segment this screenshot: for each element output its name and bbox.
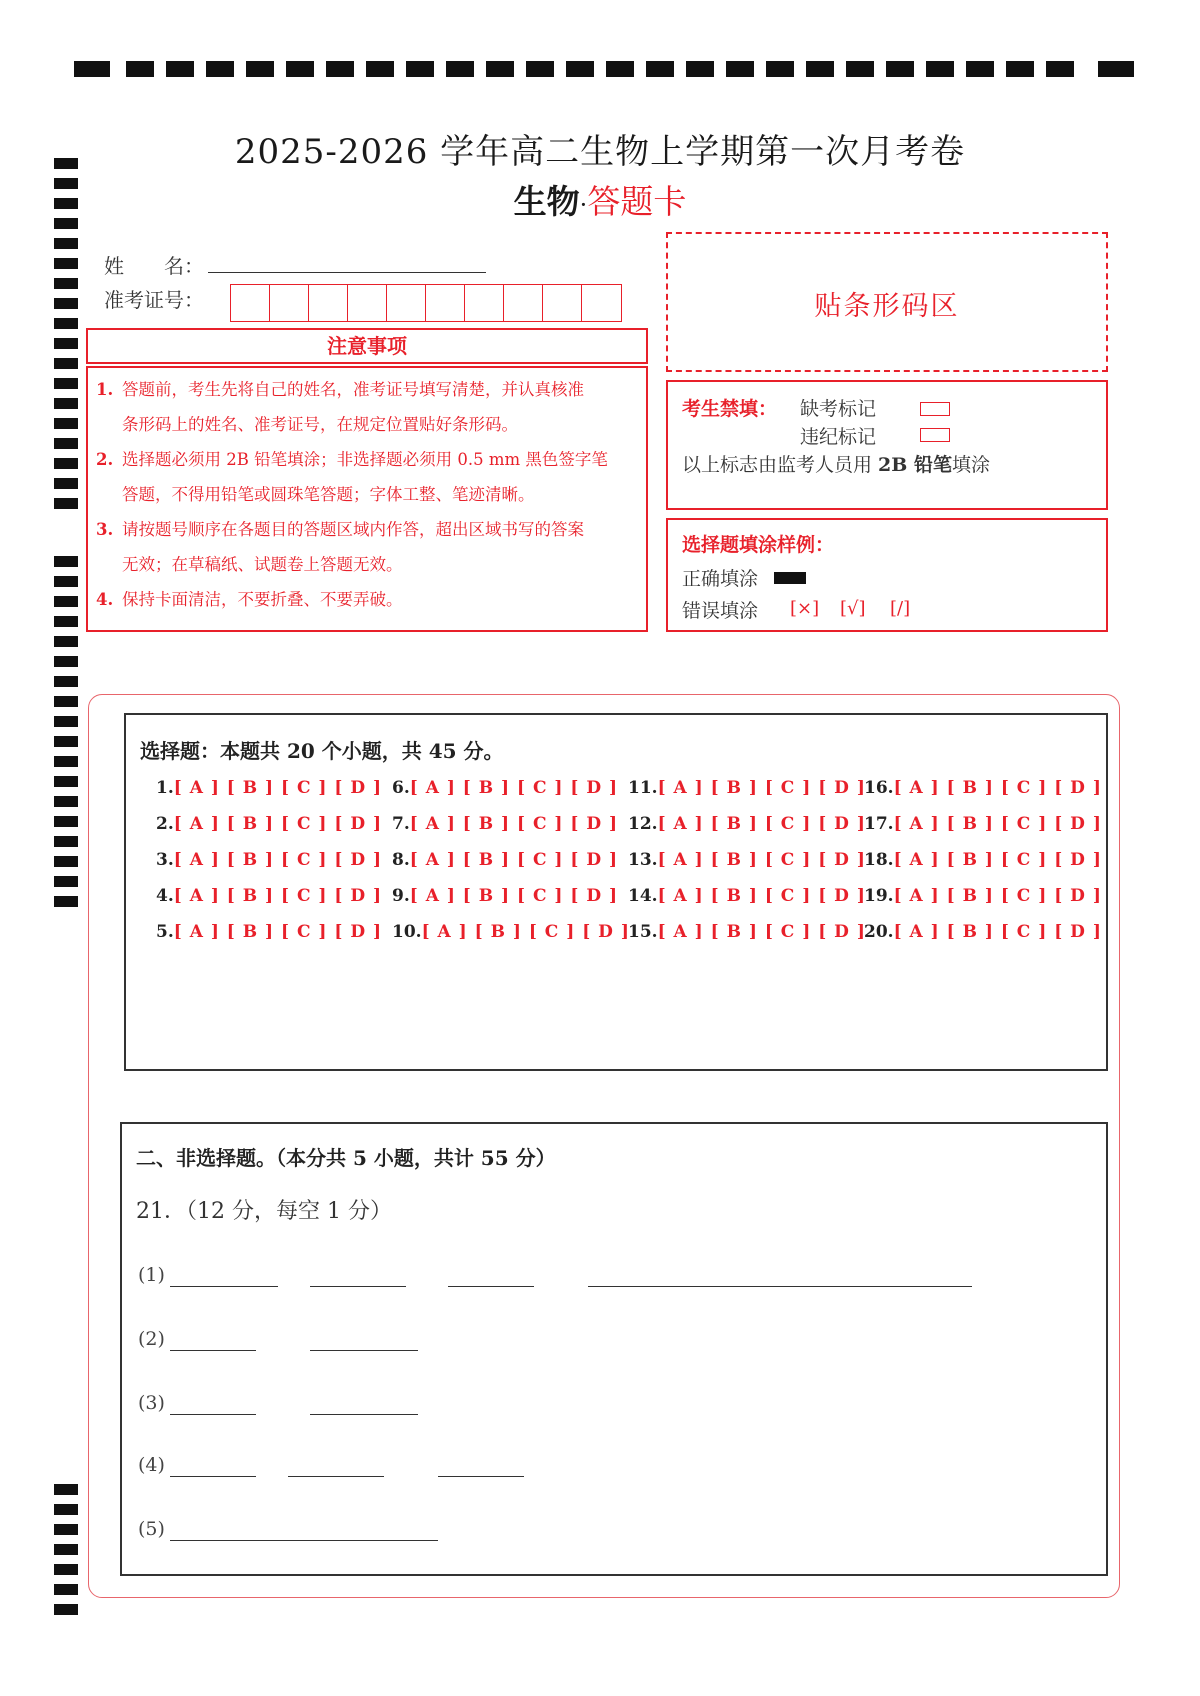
free-response-box [120,1122,1108,1576]
answer-blank[interactable] [448,1286,534,1287]
fill-sample-box [666,518,1108,632]
mc-question-number: 17. [864,814,894,834]
barcode-area [666,232,1108,372]
mc-options[interactable]: [ A ] [ B ] [ C ] [ D ] [657,778,866,798]
mc-question-row[interactable] [156,922,382,942]
sample-title: 选择题填涂样例： [682,534,835,556]
name-field[interactable] [208,272,486,273]
mc-question-number: 3. [156,850,174,870]
mc-options[interactable]: [ A ] [ B ] [ C ] [ D ] [421,922,630,942]
part-5-label: (5) [138,1518,165,1540]
mc-options[interactable]: [ A ] [ B ] [ C ] [ D ] [893,814,1102,834]
mc-question-row[interactable] [392,886,618,906]
mc-options[interactable]: [ A ] [ B ] [ C ] [ D ] [409,778,619,798]
mc-options[interactable]: [ A ] [ B ] [ C ] [ D ] [409,850,619,870]
id-digit-box[interactable] [348,285,387,321]
answer-blank[interactable] [170,1476,256,1477]
mc-question-number: 7. [392,814,410,834]
mc-question-number: 13. [628,850,658,870]
mc-options[interactable]: [ A ] [ B ] [ C ] [ D ] [173,922,383,942]
notice-box [86,366,648,632]
mc-question-row[interactable] [156,814,382,834]
mc-question-row[interactable] [392,850,618,870]
answer-blank[interactable] [310,1286,406,1287]
mc-question-number: 16. [864,778,894,798]
mc-question-number: 9. [392,886,410,906]
answer-card-label: 答题卡 [587,182,687,221]
mc-question-number: 11. [628,778,658,798]
mc-options[interactable]: [ A ] [ B ] [ C ] [ D ] [173,814,383,834]
separator-dot: · [579,191,588,219]
mc-question-row[interactable] [628,886,866,906]
mc-question-number: 20. [864,922,894,942]
id-digit-box[interactable] [309,285,348,321]
mc-options[interactable]: [ A ] [ B ] [ C ] [ D ] [657,814,866,834]
correct-fill-mark [774,572,806,584]
card-subtitle [0,176,1200,223]
top-timing-marks [74,58,1134,80]
notice-item: 4. 保持卡面清洁，不要折叠、不要弄破。 [96,590,403,609]
name-label: 姓 名： [104,254,204,278]
answer-blank[interactable] [170,1350,256,1351]
mc-question-number: 8. [392,850,410,870]
answer-blank[interactable] [588,1286,972,1287]
part-1-label: (1) [138,1264,165,1286]
mc-question-row[interactable] [628,778,866,798]
mc-options[interactable]: [ A ] [ B ] [ C ] [ D ] [893,778,1102,798]
mc-options[interactable]: [ A ] [ B ] [ C ] [ D ] [173,886,383,906]
mc-question-number: 4. [156,886,174,906]
answer-blank[interactable] [438,1476,524,1477]
correct-fill-label: 正确填涂 [682,568,759,590]
exam-title: 2025-2026 学年高二生物上学期第一次月考卷 [234,132,966,172]
mc-question-row[interactable] [864,814,1102,834]
mc-question-number: 15. [628,922,658,942]
mc-question-row[interactable] [864,922,1102,942]
answer-blank[interactable] [170,1414,256,1415]
mc-question-number: 6. [392,778,410,798]
mc-options[interactable]: [ A ] [ B ] [ C ] [ D ] [657,886,866,906]
subject-label: 生物 [513,182,580,221]
wrong-mark-check: [√] [840,598,866,619]
mc-options[interactable]: [ A ] [ B ] [ C ] [ D ] [173,778,383,798]
wrong-mark-slash: [/] [890,598,911,619]
mc-options[interactable]: [ A ] [ B ] [ C ] [ D ] [893,922,1102,942]
mc-options[interactable]: [ A ] [ B ] [ C ] [ D ] [657,922,866,942]
notice-item: 2. 选择题必须用 2B 铅笔填涂；非选择题必须用 0.5 mm 黑色签字笔 答题，不得用铅笔或圆珠笔答题；字体工整、笔迹清晰。 [96,450,608,504]
wrong-fill-label: 错误填涂 [682,600,759,622]
absent-label: 缺考标记 [800,398,877,420]
id-digit-box[interactable] [426,285,465,321]
mc-question-row[interactable] [864,778,1102,798]
id-digit-box[interactable] [231,285,270,321]
notice-item: 1. 答题前，考生先将自己的姓名，准考证号填写清楚，并认真核准 条形码上的姓名、准考证号，在规定位置贴好条形码。 [96,380,584,434]
part-3-label: (3) [138,1392,165,1414]
mc-options[interactable]: [ A ] [ B ] [ C ] [ D ] [173,850,383,870]
mc-question-row[interactable] [628,922,866,942]
mc-options[interactable]: [ A ] [ B ] [ C ] [ D ] [893,886,1102,906]
violation-label: 违纪标记 [800,426,877,448]
mc-question-row[interactable] [864,886,1102,906]
mc-question-row[interactable] [156,886,382,906]
id-digit-box[interactable] [270,285,309,321]
id-digit-box[interactable] [543,285,582,321]
violation-mark-box[interactable] [920,428,950,442]
barcode-label: 贴条形码区 [814,291,960,322]
mc-title: 选择题：本题共 20 个小题，共 45 分。 [140,739,504,763]
id-digit-box[interactable] [582,285,621,321]
mc-question-number: 5. [156,922,174,942]
part-4-label: (4) [138,1454,165,1476]
mc-question-number: 10. [392,922,422,942]
mc-question-number: 12. [628,814,658,834]
mc-question-row[interactable] [392,922,630,942]
id-digit-box[interactable] [465,285,504,321]
answer-blank[interactable] [288,1476,384,1477]
answer-blank[interactable] [310,1414,418,1415]
examiner-title: 考生禁填： [682,398,778,420]
examiner-note: 以上标志由监考人员用 2B 铅笔填涂 [682,454,990,476]
exam-id-label: 准考证号： [104,288,204,312]
question-21-header: 21．（12 分，每空 1 分） [136,1199,392,1224]
mc-question-row[interactable] [392,814,618,834]
mc-question-row[interactable] [628,850,866,870]
mc-question-row[interactable] [392,778,618,798]
mc-question-number: 18. [864,850,894,870]
part-2-label: (2) [138,1328,165,1350]
mc-question-number: 19. [864,886,894,906]
id-digit-box[interactable] [387,285,426,321]
mc-question-row[interactable] [864,850,1102,870]
mc-question-number: 14. [628,886,658,906]
answer-blank[interactable] [310,1350,418,1351]
wrong-mark-x: [×] [790,598,820,619]
notice-title: 注意事项 [86,328,648,364]
id-digit-box[interactable] [504,285,543,321]
free-title: 二、非选择题。（本分共 5 小题，共计 55 分） [136,1146,556,1170]
examiner-box [666,380,1108,510]
mc-question-number: 2. [156,814,174,834]
mc-question-number: 1. [156,778,174,798]
exam-id-boxes[interactable] [230,284,622,322]
mc-options[interactable]: [ A ] [ B ] [ C ] [ D ] [409,886,619,906]
notice-item: 3. 请按题号顺序在各题目的答题区域内作答，超出区域书写的答案 无效；在草稿纸、试题卷上答题无效。 [96,520,584,574]
mc-question-row[interactable] [156,778,382,798]
mc-question-row[interactable] [628,814,866,834]
absent-mark-box[interactable] [920,402,950,416]
mc-options[interactable]: [ A ] [ B ] [ C ] [ D ] [409,814,619,834]
mc-options[interactable]: [ A ] [ B ] [ C ] [ D ] [657,850,866,870]
answer-blank[interactable] [170,1540,438,1541]
mc-question-row[interactable] [156,850,382,870]
mc-options[interactable]: [ A ] [ B ] [ C ] [ D ] [893,850,1102,870]
answer-blank[interactable] [170,1286,278,1287]
